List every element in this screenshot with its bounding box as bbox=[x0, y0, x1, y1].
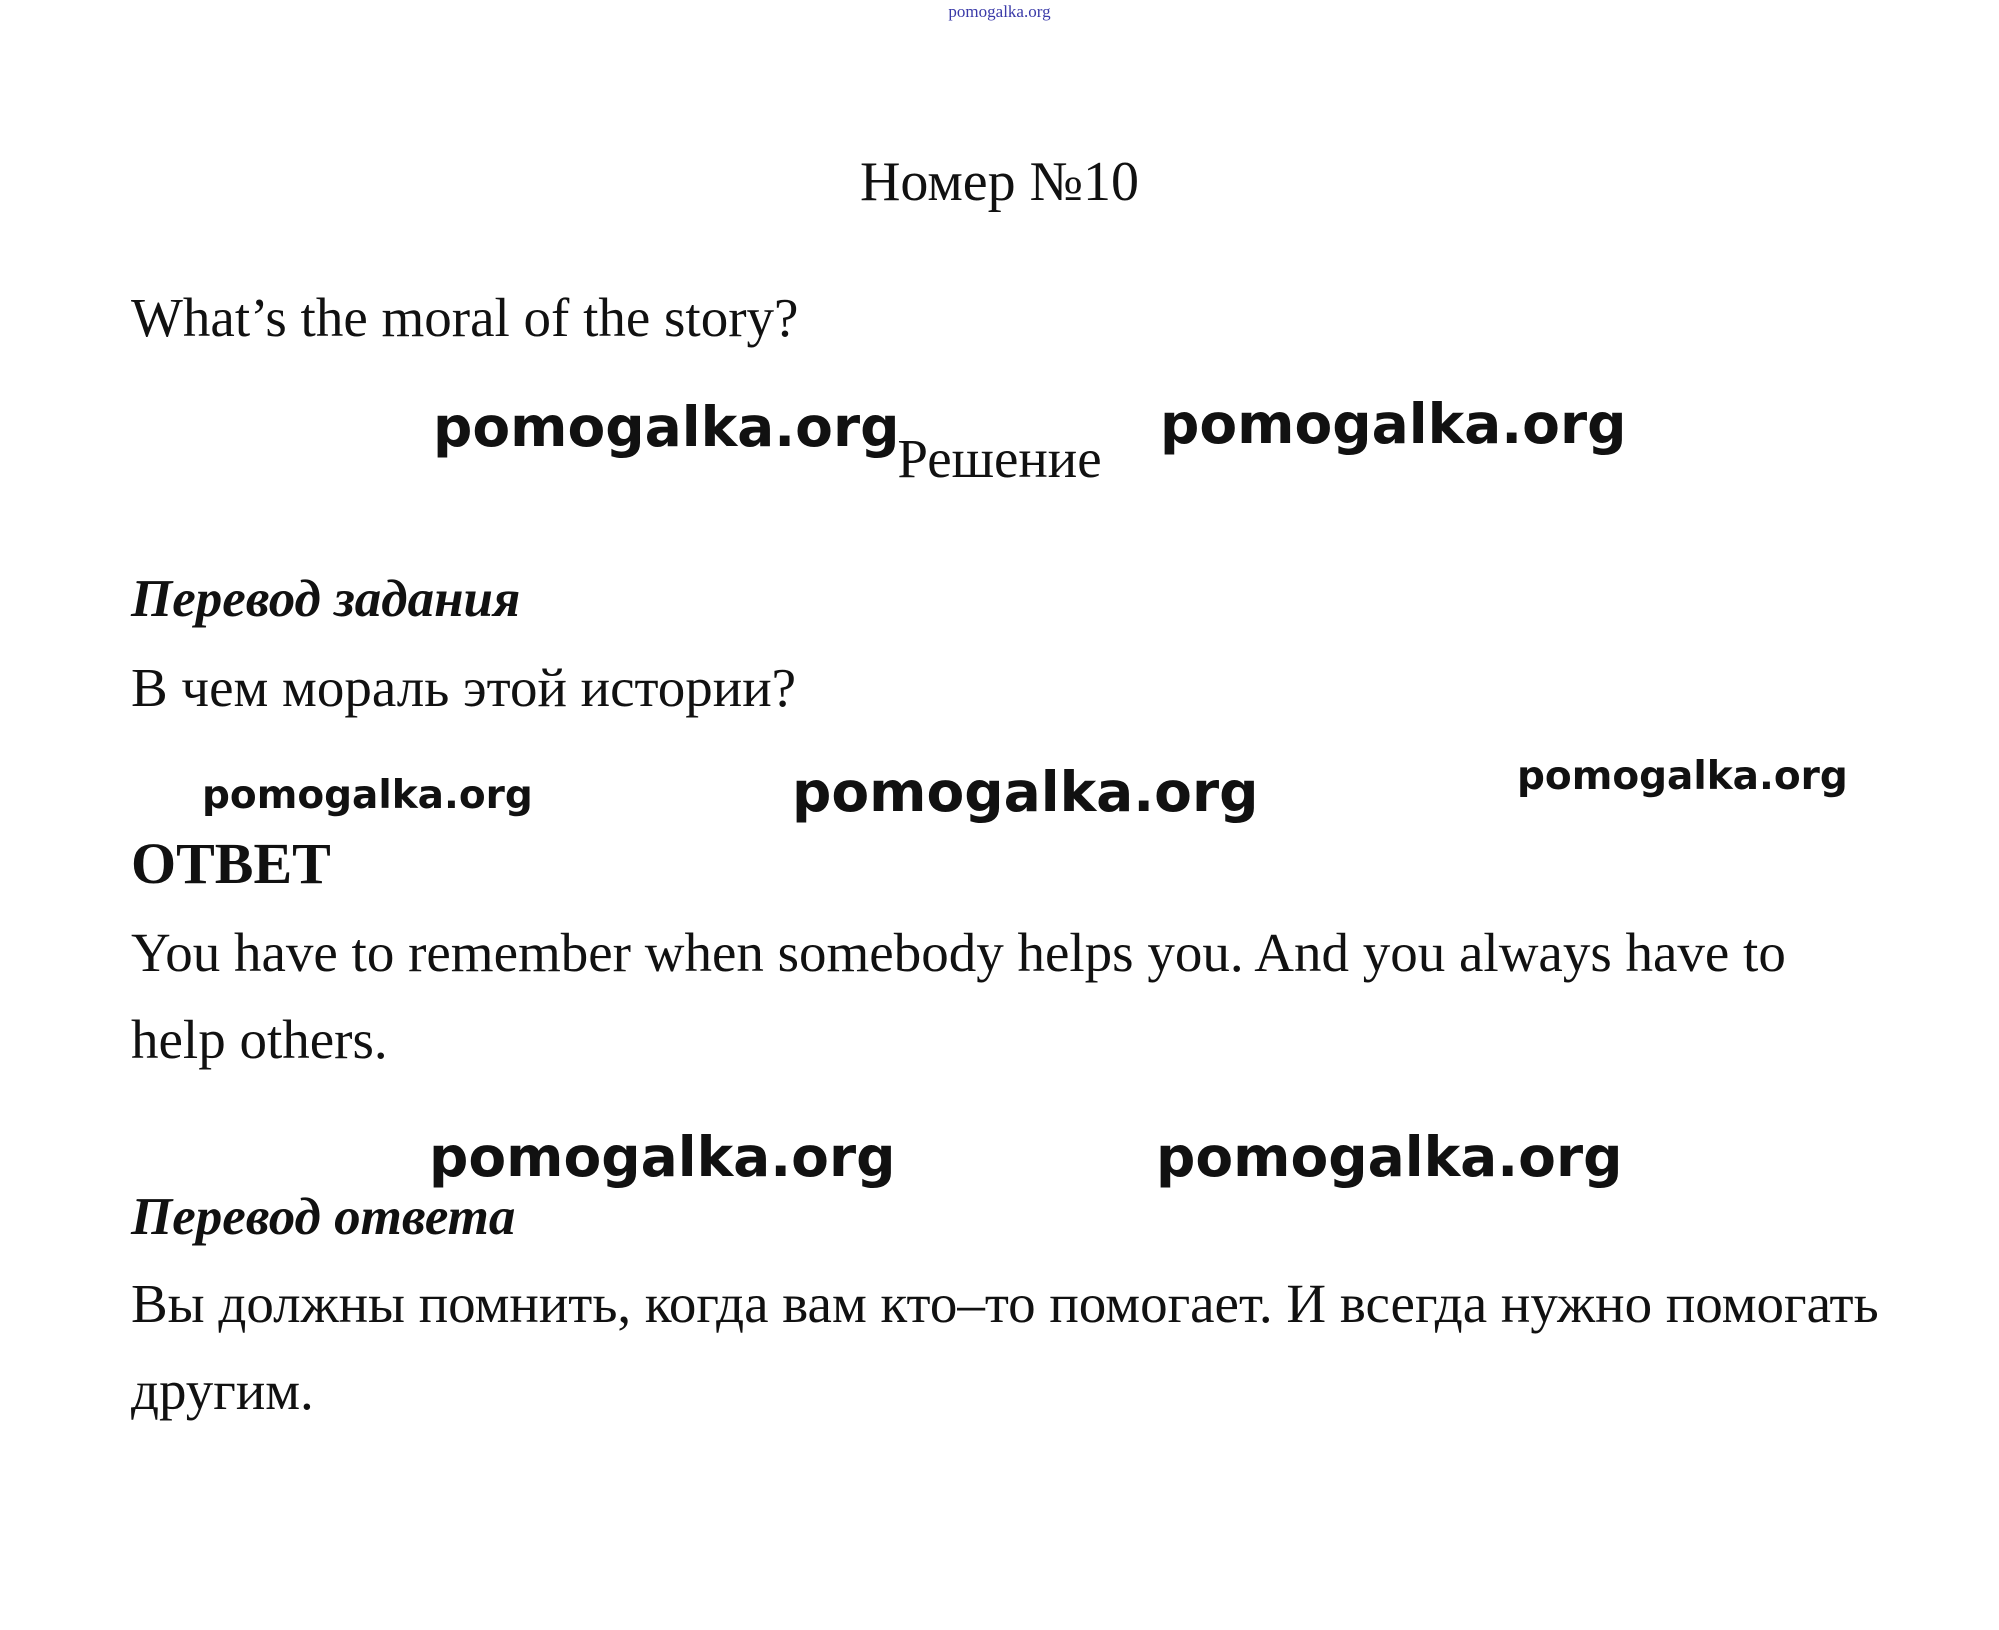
solution-label: Решение bbox=[897, 428, 1102, 489]
page-title: Номер №10 bbox=[859, 151, 1140, 213]
answer-text: You have to remember when somebody helps you. And you always have to help others. bbox=[131, 922, 1786, 1070]
answer-translation-text: Вы должны помнить, когда вам кто–то помогает. И всегда нужно помогать другим. bbox=[131, 1273, 1879, 1421]
watermark-logo: pomogalka.org bbox=[792, 760, 1259, 824]
question-text: What’s the moral of the story? bbox=[131, 287, 799, 348]
answer-heading: ОТВЕТ bbox=[131, 831, 331, 896]
watermark-logo: pomogalka.org bbox=[202, 773, 533, 818]
watermark-logo: pomogalka.org bbox=[1156, 1125, 1623, 1189]
watermark-logo: pomogalka.org bbox=[429, 1125, 896, 1189]
watermark-logo: pomogalka.org bbox=[1160, 392, 1627, 456]
task-translation-text: В чем мораль этой истории? bbox=[131, 657, 797, 718]
task-translation-heading: Перевод задания bbox=[131, 570, 521, 628]
header-watermark: pomogalka.org bbox=[948, 2, 1051, 21]
watermark-logo: pomogalka.org bbox=[433, 395, 900, 459]
answer-translation-heading: Перевод ответа bbox=[131, 1188, 516, 1246]
watermark-logo: pomogalka.org bbox=[1517, 754, 1848, 799]
